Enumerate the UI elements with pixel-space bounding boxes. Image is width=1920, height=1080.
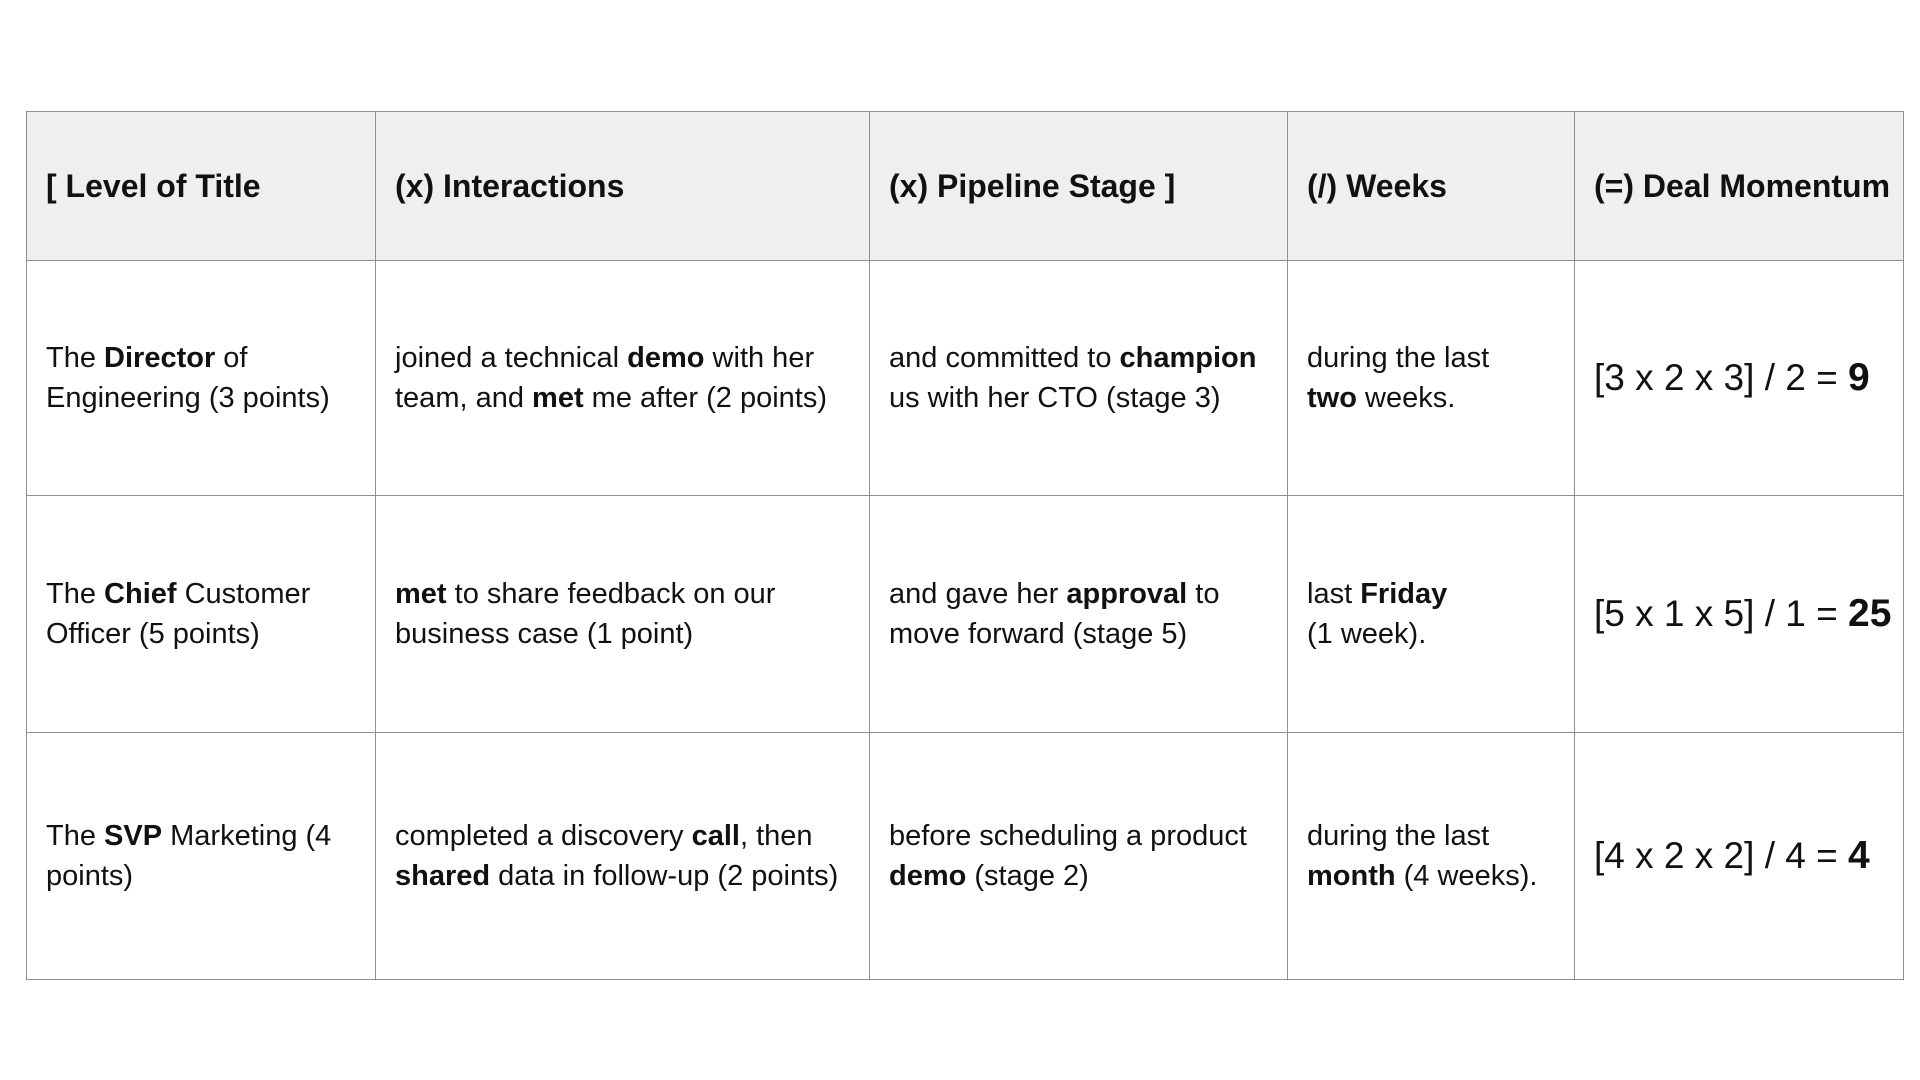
cell-level-of-title: The Director of Engineering (3 points) xyxy=(27,261,376,496)
deal-momentum-table xyxy=(26,111,1904,980)
table-row xyxy=(27,261,1904,496)
header-level-of-title: [ Level of Title xyxy=(27,112,376,261)
header-row xyxy=(27,112,1904,261)
cell-level-of-title: The SVP Marketing (4 points) xyxy=(27,733,376,980)
cell-pipeline-stage: and committed to champion us with her CTO (stage 3) xyxy=(870,261,1288,496)
cell-weeks: during the last month (4 weeks). xyxy=(1288,733,1575,980)
cell-deal-momentum: [3 x 2 x 3] / 2 = 9 xyxy=(1575,261,1904,496)
cell-level-of-title: The Chief Customer Officer (5 points) xyxy=(27,496,376,733)
cell-weeks: last Friday (1 week). xyxy=(1288,496,1575,733)
header-pipeline-stage: (x) Pipeline Stage ] xyxy=(870,112,1288,261)
cell-interactions: met to share feedback on our business case (1 point) xyxy=(376,496,870,733)
header-weeks: (/) Weeks xyxy=(1288,112,1575,261)
table-row xyxy=(27,496,1904,733)
cell-pipeline-stage: before scheduling a product demo (stage 2) xyxy=(870,733,1288,980)
table-row xyxy=(27,733,1904,980)
cell-interactions: completed a discovery call, then shared data in follow-up (2 points) xyxy=(376,733,870,980)
header-interactions: (x) Interactions xyxy=(376,112,870,261)
cell-deal-momentum: [4 x 2 x 2] / 4 = 4 xyxy=(1575,733,1904,980)
cell-interactions: joined a technical demo with her team, and met me after (2 points) xyxy=(376,261,870,496)
cell-weeks: during the last two weeks. xyxy=(1288,261,1575,496)
header-deal-momentum: (=) Deal Momentum xyxy=(1575,112,1904,261)
cell-pipeline-stage: and gave her approval to move forward (stage 5) xyxy=(870,496,1288,733)
cell-deal-momentum: [5 x 1 x 5] / 1 = 25 xyxy=(1575,496,1904,733)
